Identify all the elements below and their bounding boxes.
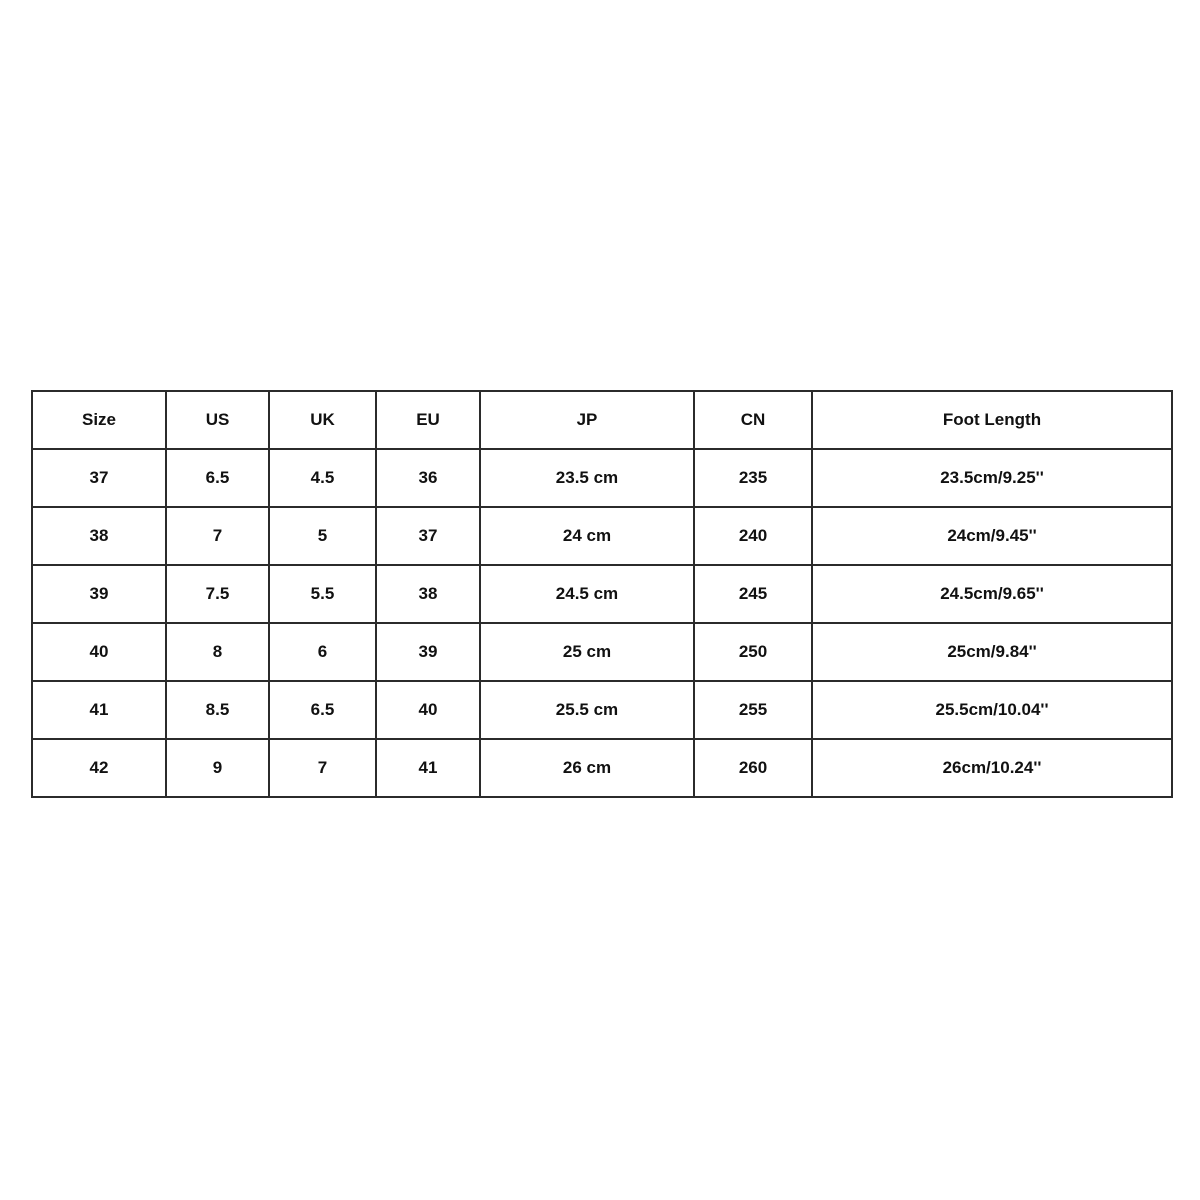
table-row	[32, 449, 1172, 507]
cell-uk: 6	[269, 623, 376, 681]
cell-eu: 39	[376, 623, 480, 681]
cell-cn: 240	[694, 507, 812, 565]
cell-uk: 5.5	[269, 565, 376, 623]
header-row	[32, 391, 1172, 449]
header-eu: EU	[376, 391, 480, 449]
cell-size: 42	[32, 739, 166, 797]
cell-cn: 255	[694, 681, 812, 739]
cell-uk: 5	[269, 507, 376, 565]
cell-eu: 40	[376, 681, 480, 739]
size-chart-table	[31, 390, 1173, 798]
cell-jp: 26 cm	[480, 739, 694, 797]
table-row	[32, 681, 1172, 739]
cell-foot-length: 25cm/9.84''	[812, 623, 1172, 681]
cell-us: 6.5	[166, 449, 269, 507]
cell-cn: 250	[694, 623, 812, 681]
cell-us: 8.5	[166, 681, 269, 739]
table-row	[32, 507, 1172, 565]
cell-foot-length: 24.5cm/9.65''	[812, 565, 1172, 623]
cell-jp: 25 cm	[480, 623, 694, 681]
cell-cn: 245	[694, 565, 812, 623]
cell-foot-length: 25.5cm/10.04''	[812, 681, 1172, 739]
cell-eu: 36	[376, 449, 480, 507]
cell-uk: 7	[269, 739, 376, 797]
table-row	[32, 739, 1172, 797]
cell-eu: 38	[376, 565, 480, 623]
cell-foot-length: 23.5cm/9.25''	[812, 449, 1172, 507]
cell-us: 7	[166, 507, 269, 565]
cell-cn: 260	[694, 739, 812, 797]
cell-foot-length: 24cm/9.45''	[812, 507, 1172, 565]
cell-us: 7.5	[166, 565, 269, 623]
header-size: Size	[32, 391, 166, 449]
header-cn: CN	[694, 391, 812, 449]
cell-jp: 24 cm	[480, 507, 694, 565]
table-row	[32, 623, 1172, 681]
cell-eu: 41	[376, 739, 480, 797]
cell-uk: 4.5	[269, 449, 376, 507]
cell-size: 39	[32, 565, 166, 623]
cell-cn: 235	[694, 449, 812, 507]
cell-jp: 23.5 cm	[480, 449, 694, 507]
cell-size: 41	[32, 681, 166, 739]
header-uk: UK	[269, 391, 376, 449]
cell-jp: 24.5 cm	[480, 565, 694, 623]
cell-size: 38	[32, 507, 166, 565]
header-foot-length: Foot Length	[812, 391, 1172, 449]
header-us: US	[166, 391, 269, 449]
cell-eu: 37	[376, 507, 480, 565]
cell-size: 37	[32, 449, 166, 507]
cell-foot-length: 26cm/10.24''	[812, 739, 1172, 797]
header-jp: JP	[480, 391, 694, 449]
cell-size: 40	[32, 623, 166, 681]
cell-jp: 25.5 cm	[480, 681, 694, 739]
cell-uk: 6.5	[269, 681, 376, 739]
table-row	[32, 565, 1172, 623]
cell-us: 8	[166, 623, 269, 681]
cell-us: 9	[166, 739, 269, 797]
